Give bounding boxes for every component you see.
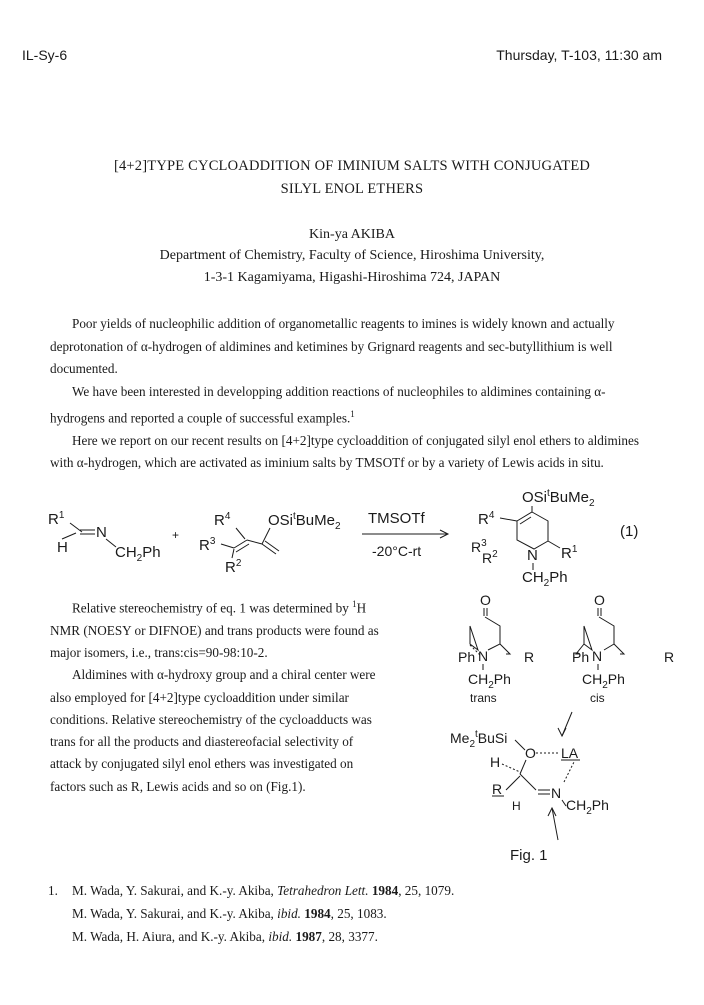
imine-ch2ph: $CH_2Ph$: [115, 544, 161, 564]
cis-label: cis: [590, 691, 605, 705]
reference-3: [48, 925, 668, 948]
cis-ring: [584, 617, 614, 650]
cis-ch2ph: $CH_2Ph$: [582, 671, 625, 691]
reference-volume-pages: , 25, 1083.: [330, 906, 387, 921]
imine-n: N: [96, 524, 107, 541]
reference-journal: ibid.: [277, 906, 301, 921]
product-osi: OSi$^t$BuMe$_2$: [522, 488, 595, 509]
session-time: Thursday, T-103, 11:30 am: [496, 47, 662, 63]
trans-label: trans: [470, 691, 497, 705]
diene-methylene-a: [262, 544, 276, 554]
paragraph-3: Here we report on our recent results on [4+2]type cycloaddition of conjugated silyl enol ethers to aldimines with α-hydrogen, which are activated as iminium salts by TMSOTf or by a variety of Lewis acids in situ.: [50, 432, 640, 471]
imine-r1: $R^1$: [48, 510, 65, 528]
plus-sign: +: [172, 528, 180, 542]
references: [48, 879, 668, 948]
paragraph-4: [50, 593, 380, 664]
paragraph-5: Aldimines with α-hydroxy group and a chiral center were also employed for [4+2]type cycloaddition under similar conditions. Relative stereochemistry of the cycloadducts was trans for all the products and diastereofacial selectivity of attack by conjugated silyl enol ethers was investigated on factors such as R, Lewis acids and so on (Fig.1).: [50, 667, 376, 794]
fig-caption: Fig. 1: [510, 847, 548, 864]
reference-authors: M. Wada, Y. Sakurai, and K.-y. Akiba,: [72, 883, 278, 898]
fig-n: N: [551, 785, 562, 801]
reference-year: 1984: [300, 906, 331, 921]
product-r2: $R^2$: [482, 549, 498, 566]
author-name: Kin-ya AKIBA: [309, 227, 395, 242]
figure-1: [440, 710, 704, 870]
fig-c-c-bond: [520, 774, 536, 790]
reference-journal: Tetrahedron Lett.: [277, 883, 369, 898]
reference-authors: M. Wada, H. Aiura, and K.-y. Akiba,: [72, 929, 269, 944]
paragraph-4-text-b: H NMR (NOESY or DIFNOE) and trans products were found as major isomers, i.e., trans:cis=90-98:10-2.: [50, 600, 379, 660]
product-bond-r1: [548, 541, 560, 548]
reference-volume-pages: , 25, 1079.: [398, 883, 455, 898]
paragraph-4-text-a: Relative stereochemistry of eq. 1 was determined by: [72, 600, 353, 616]
diene-osi: OSi$^t$BuMe$_2$: [268, 511, 341, 532]
cis-ph: Ph: [572, 649, 590, 665]
diene-r3: $R^3$: [199, 536, 216, 554]
product-n: N: [527, 547, 538, 564]
reference-journal: ibid.: [268, 929, 293, 944]
fig-r-bond: [506, 776, 520, 790]
fig-silyl-group: $Me_2^tBuSi$: [450, 729, 508, 750]
product-r3: $R^3$: [471, 538, 487, 555]
equation-number: (1): [620, 523, 639, 540]
trans-o: O: [480, 592, 491, 608]
cis-wedge-bond-right: [614, 644, 624, 654]
author-address: 1-3-1 Kagamiyama, Higashi-Hiroshima 724, JAPAN: [203, 270, 501, 285]
title-line-1: [4+2]TYPE CYCLOADDITION OF IMINIUM SALTS WITH CONJUGATED: [113, 158, 591, 174]
fig-h1: H: [490, 754, 501, 770]
trans-wedge-bond: [500, 644, 510, 654]
attack-arrow-bottom: [552, 808, 558, 840]
trans-ring: [470, 617, 500, 650]
trans-ph: Ph: [458, 649, 476, 665]
session-code: IL-Sy-6: [22, 47, 68, 63]
fig-c-o-bond: [520, 760, 526, 774]
diene-r2: $R^2$: [225, 558, 242, 576]
reference-2: [48, 902, 668, 925]
paragraph-2-text: We have been interested in developping addition reactions of nucleophiles to aldimines containing α-hydrogens and reported a couple of successful examples.: [50, 383, 606, 426]
author-affiliation: Department of Chemistry, Faculty of Science, Hiroshima University,: [159, 248, 545, 263]
fig-o: O: [525, 745, 536, 761]
trans-n: N: [478, 648, 489, 664]
reference-year: 1984: [368, 883, 399, 898]
diene-c2c3: [247, 540, 262, 544]
reference-mark: 1: [350, 409, 355, 419]
conditions: -20°C-rt: [372, 543, 422, 559]
imine-h: H: [57, 539, 68, 556]
trans-r: R: [524, 649, 535, 665]
body-text: [50, 313, 655, 475]
diene-r4: $R^4$: [214, 511, 231, 529]
title-line-2: SILYL ENOL ETHERS: [280, 181, 424, 197]
fig-si-o-bond: [515, 740, 525, 750]
diene-bond-r3: [221, 544, 234, 548]
product-r1: $R^1$: [561, 544, 578, 562]
reference-1: [48, 879, 668, 902]
reaction-scheme: [0, 486, 704, 590]
reference-number: 1.: [48, 883, 58, 898]
body-text-2: [50, 593, 380, 798]
fig-n-la-dotted: [564, 762, 574, 782]
reference-year: 1987: [292, 929, 322, 944]
fig-ch2ph: $CH_2Ph$: [566, 797, 609, 817]
product-bond-r4: [500, 518, 517, 521]
product-ring: [517, 512, 548, 549]
fig-r: R: [492, 781, 503, 797]
paragraph-1: Poor yields of nucleophilic addition of organometallic reagents to imines is widely known and actually deprotonation of α-hydrogen of aldimines and ketimines by Grignard reagents and sec-butyllithium is well documented.: [50, 316, 615, 376]
isomer-structures: [440, 588, 704, 710]
diene-bond-r4: [236, 528, 245, 539]
fig-h2: H: [512, 799, 521, 813]
fig-h1-bond: [502, 764, 520, 772]
fig-la: LA: [561, 745, 579, 761]
product-r4: $R^4$: [478, 510, 495, 528]
paragraph-2: [50, 381, 655, 430]
diene-bond-r2: [232, 549, 234, 558]
reagent: TMSOTf: [368, 510, 425, 527]
reference-authors: M. Wada, Y. Sakurai, and K.-y. Akiba,: [72, 906, 278, 921]
cis-r: R: [664, 649, 675, 665]
diene-methylene-b: [265, 541, 279, 551]
cis-n: N: [592, 648, 603, 664]
reference-volume-pages: , 28, 3377.: [321, 929, 378, 944]
product-ch2ph: $CH_2Ph$: [522, 569, 568, 589]
nmr-superscript: 1: [352, 599, 357, 609]
imine-bond-r1: [70, 523, 82, 532]
cis-o: O: [594, 592, 605, 608]
trans-ch2ph: $CH_2Ph$: [468, 671, 511, 691]
